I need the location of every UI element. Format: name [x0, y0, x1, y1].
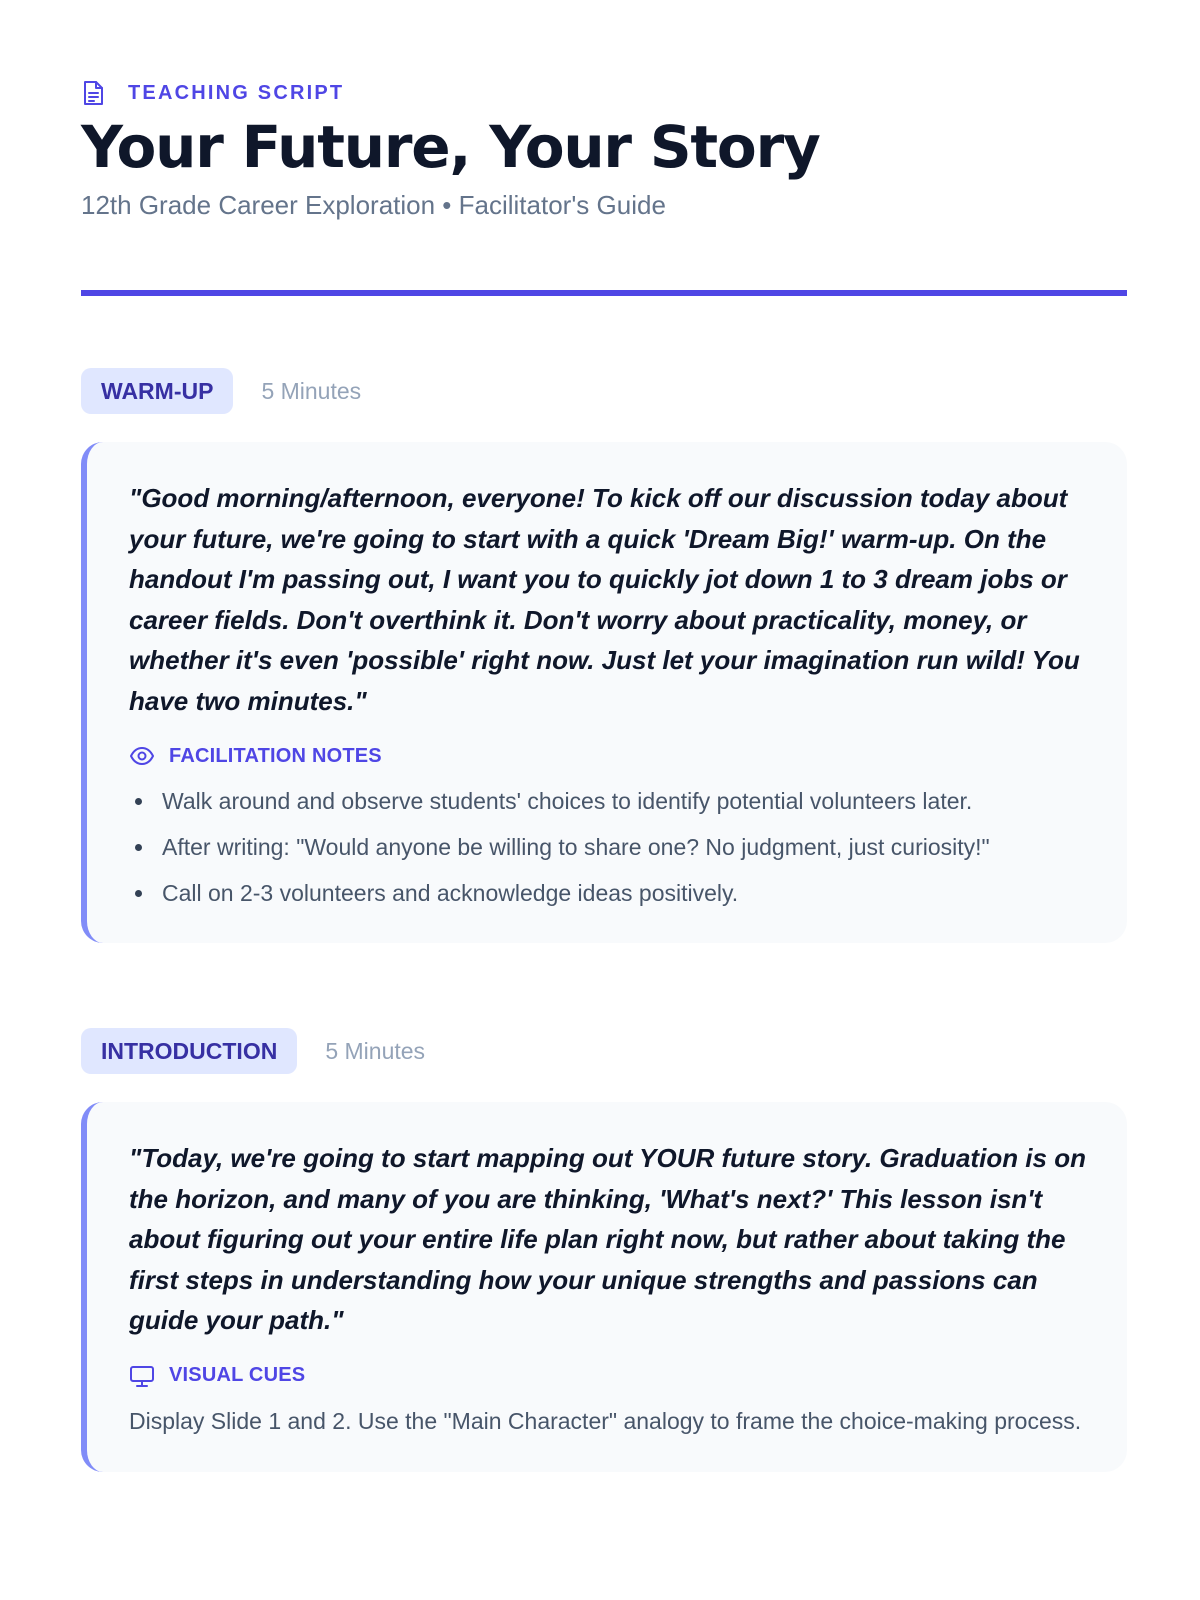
visual-cues-label	[129, 1361, 1087, 1391]
script-quote: "Today, we're going to start mapping out YOUR future story. Graduation is on the horizon, and many of you are thinking, 'What's next?' This lesson isn't about figuring out your entire life plan right now, but rather about taking the first steps in understanding how your unique strengths and passions can guide your path."	[129, 1143, 1086, 1335]
header	[81, 78, 1121, 222]
section-tag: INTRODUCTION	[81, 1028, 297, 1074]
notes-label-text: VISUAL CUES	[169, 1364, 306, 1386]
notes-list	[129, 785, 1087, 909]
facilitation-notes-label	[129, 741, 1087, 771]
section-warm-up	[81, 368, 1127, 943]
visual-cue-text: Display Slide 1 and 2. Use the "Main Character" analogy to frame the choice-making process.	[129, 1407, 1082, 1434]
section-introduction	[81, 1028, 1127, 1472]
doc-label-text: TEACHING SCRIPT	[128, 81, 345, 104]
list-item: After writing: "Would anyone be willing to share one? No judgment, just curiosity!"	[129, 831, 1087, 863]
notes-label-text: FACILITATION NOTES	[169, 744, 382, 767]
section-duration: 5 Minutes	[261, 377, 362, 404]
list-item: Call on 2-3 volunteers and acknowledge ideas positively.	[129, 877, 1087, 909]
page-title: Your Future, Your Story	[81, 113, 820, 181]
eye-icon	[129, 743, 155, 769]
list-item: Walk around and observe students' choices to identify potential volunteers later.	[129, 785, 1087, 817]
script-card	[81, 442, 1127, 943]
section-tag: WARM-UP	[81, 368, 233, 414]
section-header	[81, 1028, 1127, 1074]
section-header	[81, 368, 1127, 414]
document-icon	[81, 80, 105, 106]
doc-label	[81, 78, 1121, 108]
monitor-icon	[129, 1363, 155, 1389]
script-quote: "Good morning/afternoon, everyone! To kick off our discussion today about your future, we're going to start with a quick 'Dream Big!' warm-up. On the handout I'm passing out, I want you to quickly jot down 1 to 3 dream jobs or career fields. Don't overthink it. Don't worry about practicality, money, or whether it's even 'possible' right now. Just let your imagination run wild! You have two minutes."	[129, 483, 1080, 716]
section-duration: 5 Minutes	[325, 1037, 426, 1064]
header-divider	[81, 290, 1127, 296]
script-card	[81, 1102, 1127, 1472]
page-subtitle: 12th Grade Career Exploration • Facilitator's Guide	[81, 190, 666, 220]
